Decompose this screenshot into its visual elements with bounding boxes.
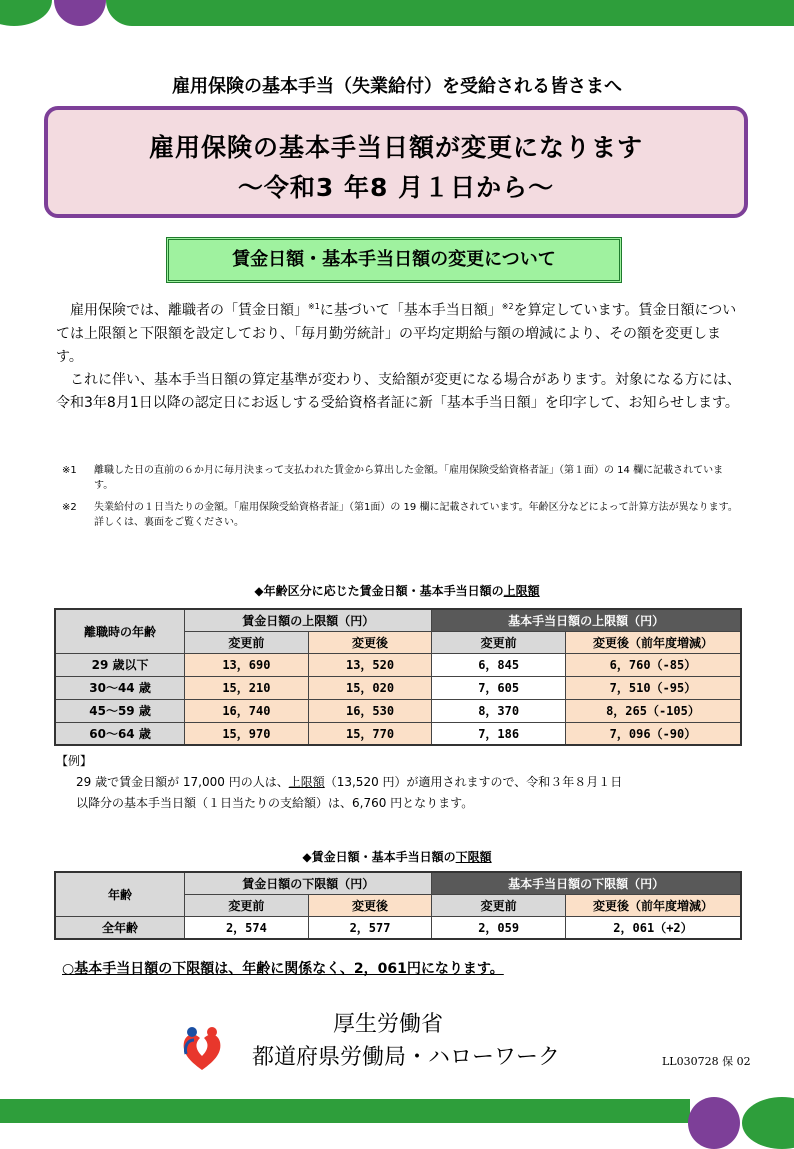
table-row (55, 722, 741, 745)
header-benefit-upper: 基本手当日額の上限額（円） (432, 609, 741, 631)
upper-limit-table (54, 608, 742, 746)
footnote-text: 離職した日の直前の６か月に毎月決まって支払われた賃金から算出した金額。「雇用保険受給資格者証」（第１面）の 14 欄に記載されています。 (94, 465, 724, 491)
header-before: 変更前 (185, 894, 309, 916)
footnotes (62, 463, 742, 537)
example-label: 【例】 (56, 754, 93, 768)
ministry-logo (180, 1024, 224, 1072)
wage-before: 15，210 (185, 676, 309, 699)
wage-after: 15，020 (308, 676, 432, 699)
header-wage-lower: 賃金日額の下限額（円） (185, 872, 432, 894)
footnote-2 (62, 500, 742, 530)
intro-p1-a: 雇用保険では、離職者の「賃金日額」 (70, 302, 308, 319)
caption-underlined: 下限額 (455, 850, 492, 864)
header-age: 離職時の年齢 (55, 609, 185, 653)
section-subtitle: 賃金日額・基本手当日額の変更について (166, 237, 622, 283)
benefit-before: 7，186 (432, 722, 566, 745)
wage-before: 16，740 (185, 699, 309, 722)
intro-paragraph-1 (56, 295, 742, 369)
wage-after: 2，577 (308, 916, 432, 939)
caption-underlined: 上限額 (503, 584, 540, 598)
header-age: 年齢 (55, 872, 185, 916)
row-age: 30～44 歳 (55, 676, 185, 699)
example-text: （13,520 円）が適用されますので、令和３年８月１日 (324, 775, 623, 789)
benefit-before: 7，605 (432, 676, 566, 699)
row-age: 45～59 歳 (55, 699, 185, 722)
caption-text: ◆年齢区分に応じた賃金日額・基本手当日額の (254, 584, 504, 598)
title-box (44, 106, 748, 218)
table-row (55, 699, 741, 722)
intro-text (56, 295, 742, 415)
offices-name: 都道府県労働局・ハローワーク (252, 1045, 561, 1070)
example-underlined: 上限額 (288, 775, 325, 789)
footnote-ref-1: ※1 (308, 302, 320, 311)
benefit-after: 2，061（+2） (565, 916, 741, 939)
table-row (55, 653, 741, 676)
benefit-before: 2，059 (432, 916, 566, 939)
benefit-after: 6，760（-85） (565, 653, 741, 676)
row-age: 全年齢 (55, 916, 185, 939)
footnote-1 (62, 463, 742, 493)
example-line-2: 以降分の基本手当日額（１日当たりの支給額）は、6,760 円となります。 (76, 796, 474, 810)
wage-before: 2，574 (185, 916, 309, 939)
decor-circle-green-top-left (0, 0, 52, 26)
benefit-before: 6，845 (432, 653, 566, 676)
header-after: 変更後 (308, 894, 432, 916)
benefit-after: 7，096（-90） (565, 722, 741, 745)
document-code: LL030728 保 02 (662, 1055, 751, 1068)
example-text: 29 歳で賃金日額が 17,000 円の人は、 (76, 775, 289, 789)
decor-circle-purple-top (54, 0, 106, 26)
main-title: 雇用保険の基本手当日額が変更になります (148, 133, 643, 162)
intro-p1-b: に基づいて「基本手当日額」 (319, 302, 502, 319)
footnote-mark: ※2 (62, 502, 77, 513)
header-before: 変更前 (432, 631, 566, 653)
footnote-mark: ※1 (62, 465, 77, 476)
lower-limit-table (54, 871, 742, 940)
wage-after: 16，530 (308, 699, 432, 722)
table-row (55, 676, 741, 699)
row-age: 29 歳以下 (55, 653, 185, 676)
footnote-ref-2: ※2 (501, 302, 514, 311)
main-title-date: ～令和3 年8 月１日から～ (237, 173, 555, 202)
decor-circle-green-bottom-right (742, 1097, 794, 1149)
decor-bar-green-bottom (0, 1099, 690, 1123)
header-after: 変更後 (308, 631, 432, 653)
benefit-after: 7，510（-95） (565, 676, 741, 699)
header-wage-upper: 賃金日額の上限額（円） (185, 609, 432, 631)
row-age: 60～64 歳 (55, 722, 185, 745)
intro-p1-c: を算定しています。賃金日額については上限額と下限額を設定しており、「毎月勤労統計」の平均定期給与額の増減により、その額を変更します。 (56, 302, 737, 365)
caption-text: ◆賃金日額・基本手当日額の (302, 850, 456, 864)
decor-circle-purple-bottom (688, 1097, 740, 1149)
wage-before: 15，970 (185, 722, 309, 745)
table-row (55, 916, 741, 939)
decor-bar-green-top (106, 0, 794, 26)
upper-table-caption (0, 582, 794, 599)
header-before: 変更前 (185, 631, 309, 653)
top-heading: 雇用保険の基本手当（失業給付）を受給される皆さまへ (172, 76, 622, 97)
lower-limit-note: ○基本手当日額の下限額は、年齢に関係なく、2，061円になります。 (62, 961, 504, 977)
wage-after: 13，520 (308, 653, 432, 676)
header-before: 変更前 (432, 894, 566, 916)
header-benefit-lower: 基本手当日額の下限額（円） (432, 872, 741, 894)
ministry-logo-icon (180, 1024, 224, 1072)
wage-after: 15，770 (308, 722, 432, 745)
header-after-change: 変更後（前年度増減） (565, 894, 741, 916)
footnote-text: 失業給付の１日当たりの金額。「雇用保険受給資格者証」（第1面）の 19 欄に記載されています。年齢区分などによって計算方法が異なります。詳しくは、裏面をご覧ください。 (94, 502, 738, 528)
header-after-change: 変更後（前年度増減） (565, 631, 741, 653)
example-line-1 (56, 772, 756, 793)
benefit-before: 8，370 (432, 699, 566, 722)
example-block (56, 751, 756, 814)
benefit-after: 8，265（-105） (565, 699, 741, 722)
lower-table-caption (0, 848, 794, 865)
ministry-name: 厚生労働省 (333, 1012, 444, 1037)
wage-before: 13，690 (185, 653, 309, 676)
intro-paragraph-2: これに伴い、基本手当日額の算定基準が変わり、支給額が変更になる場合があります。対象になる方には、令和3年8月1日以降の認定日にお返しする受給資格者証に新「基本手当日額」を印字して、お知らせします。 (56, 371, 741, 411)
